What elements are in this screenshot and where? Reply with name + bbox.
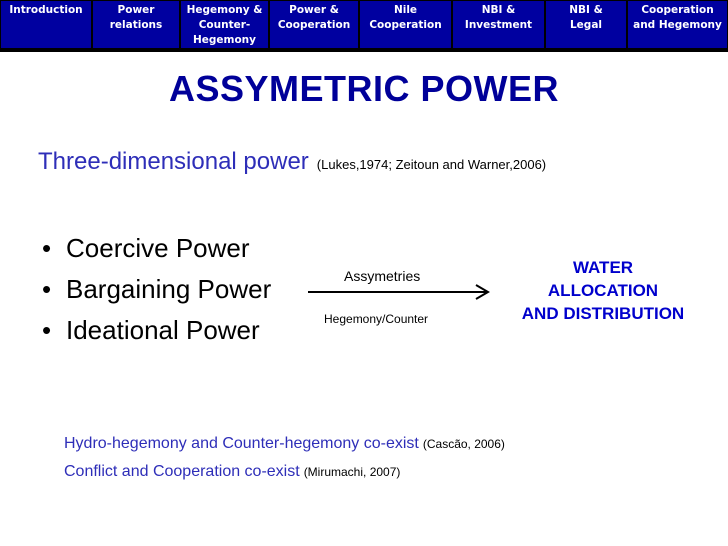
- coexist-text: Hydro-hegemony and Counter-hegemony co-exist: [64, 435, 419, 452]
- outcome-line-2: ALLOCATION: [547, 281, 659, 300]
- bullet-ideational-power: • Ideational Power: [42, 314, 271, 355]
- arrow-label-top: Assymetries: [344, 268, 421, 284]
- tab-introduction[interactable]: Introduction: [1, 1, 91, 48]
- tab-nbi-investment[interactable]: NBI & Investment: [453, 1, 544, 48]
- subtitle-text: Three-dimensional power: [38, 148, 309, 175]
- coexist-citation: (Cascão, 2006): [422, 437, 505, 451]
- bullet-bargaining-power: • Bargaining Power: [42, 273, 271, 314]
- arrow-icon: [308, 282, 498, 302]
- navigation-bar: [0, 0, 728, 52]
- tab-hegemony-counter-hegemony[interactable]: Hegemony & Counter- Hegemony: [181, 1, 268, 48]
- coexist-text: Conflict and Cooperation co-exist: [64, 463, 300, 480]
- outcome-box: [500, 256, 706, 325]
- tab-power-cooperation[interactable]: Power & Cooperation: [270, 1, 358, 48]
- power-list: [42, 232, 271, 355]
- tab-nile-cooperation[interactable]: Nile Cooperation: [360, 1, 451, 48]
- tab-nbi-legal[interactable]: NBI & Legal: [546, 1, 626, 48]
- subtitle-citation: (Lukes,1974; Zeitoun and Warner,2006): [316, 157, 547, 172]
- outcome-line-3: AND DISTRIBUTION: [521, 304, 685, 323]
- tab-cooperation-hegemony[interactable]: Cooperation and Hegemony: [628, 1, 727, 48]
- slide-title: ASSYMETRIC POWER: [168, 68, 560, 109]
- outcome-line-1: WATER: [572, 258, 634, 277]
- coexist-line-1: [64, 435, 505, 453]
- coexist-citation: (Mirumachi, 2007): [303, 465, 401, 479]
- tab-power-relations[interactable]: Power relations: [93, 1, 179, 48]
- arrow-label-bottom: Hegemony/Counter: [324, 312, 429, 326]
- bullet-coercive-power: • Coercive Power: [42, 232, 271, 273]
- coexist-line-2: [64, 463, 400, 481]
- subtitle: [38, 148, 546, 176]
